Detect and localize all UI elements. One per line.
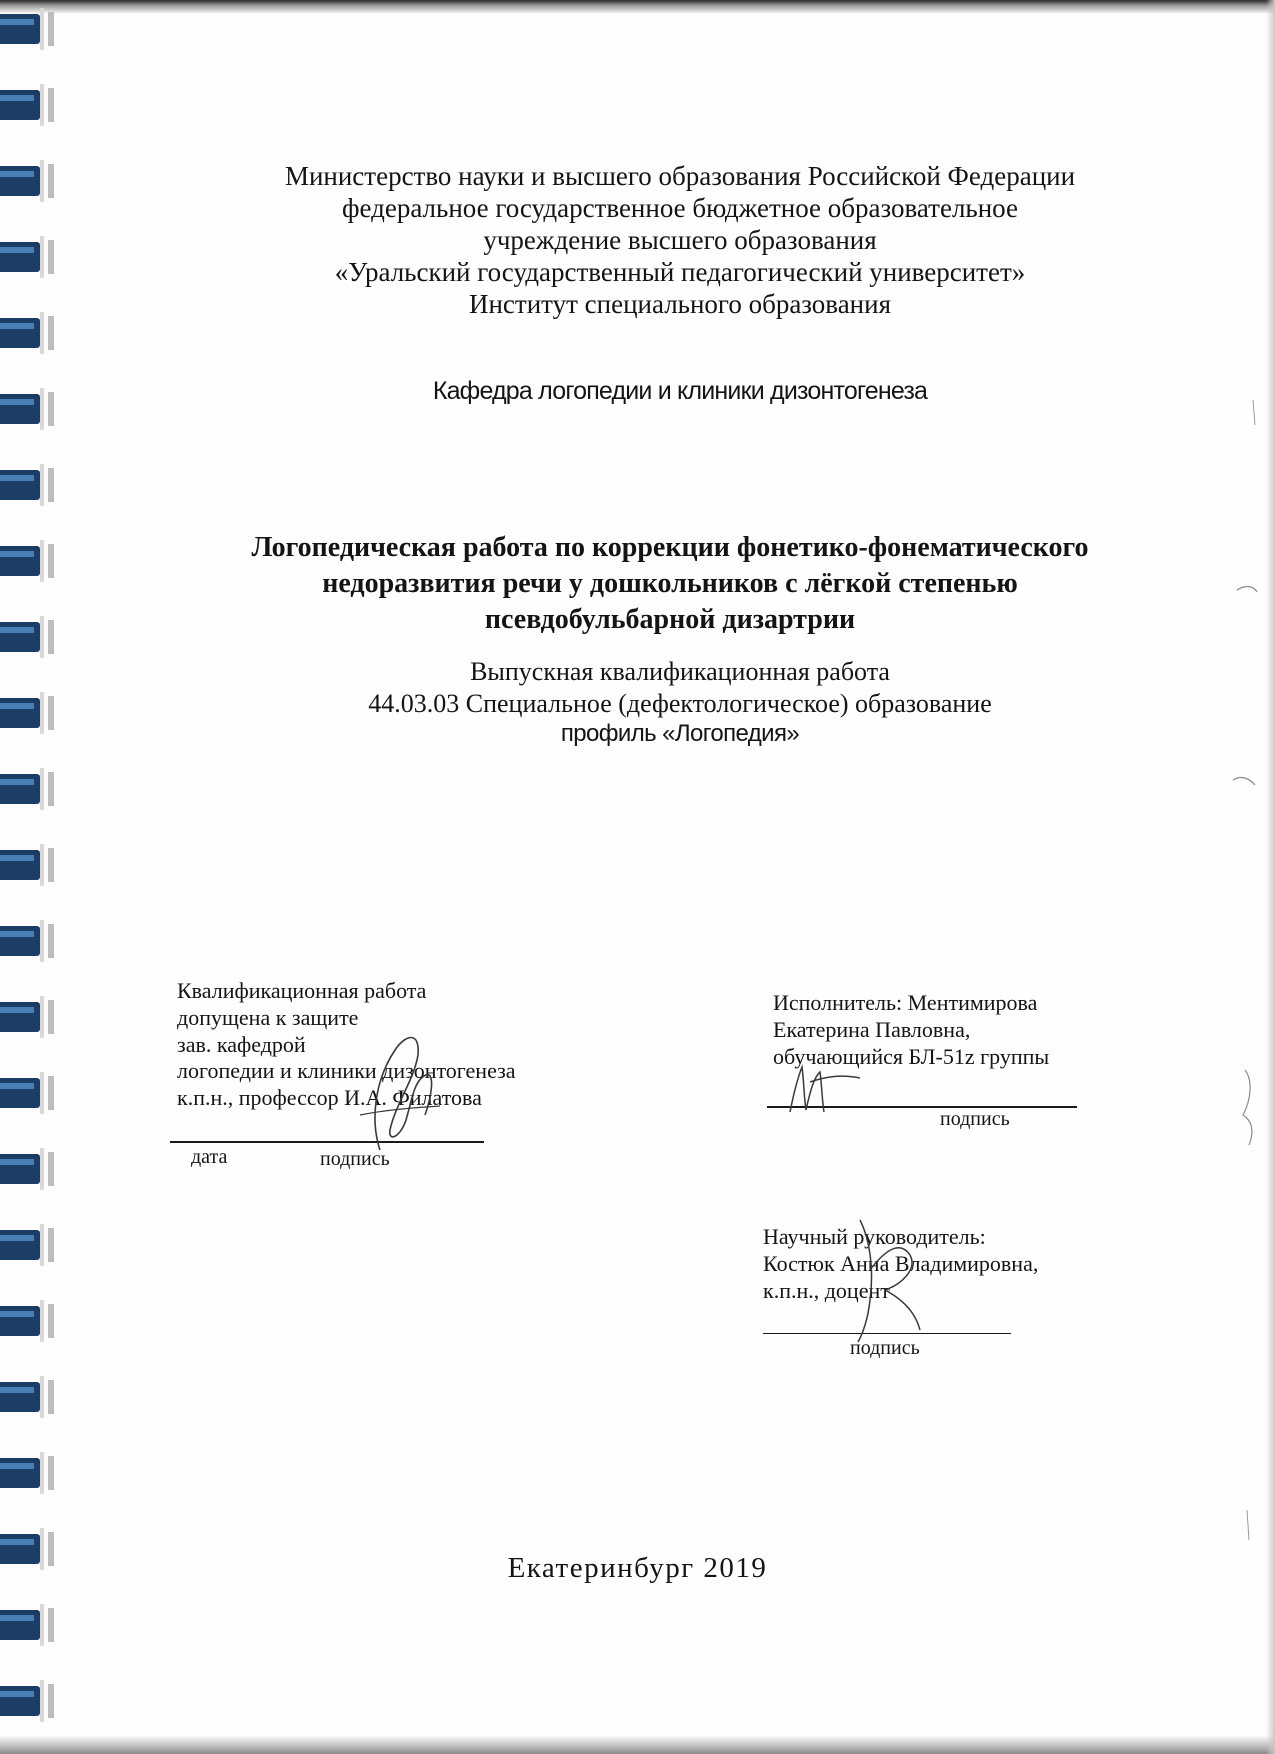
thesis-title-line: Логопедическая работа по коррекции фонетико-фонематического xyxy=(251,532,1089,563)
binding-ring xyxy=(0,1528,46,1570)
adviser-line: к.п.н., доцент xyxy=(763,1277,890,1303)
approval-date-label: дата xyxy=(191,1146,228,1168)
binding-ring xyxy=(0,312,46,354)
work-type: Выпускная квалификационная работа xyxy=(470,657,890,686)
thesis-title-line: недоразвития речи у дошкольников с лёгкой степенью xyxy=(322,567,1018,599)
binding-ring xyxy=(0,84,46,126)
binding-ring xyxy=(0,1300,46,1342)
margin-pen-marks xyxy=(1225,380,1270,1580)
binding-ring xyxy=(0,1376,46,1418)
specialty-code: 44.03.03 Специальное (дефектологическое) образование xyxy=(368,688,992,718)
executor-line: Исполнитель: Ментимирова xyxy=(773,990,1038,1015)
institution-type-line: федеральное государственное бюджетное образовательное xyxy=(341,193,1018,223)
approval-line: допущена к защите xyxy=(177,1004,359,1030)
binding-ring xyxy=(0,388,46,430)
executor-line: обучающийся БЛ-51z группы xyxy=(773,1043,1050,1069)
city-year: Екатеринбург 2019 xyxy=(507,1552,768,1584)
profile-name: профиль «Логопедия» xyxy=(560,720,800,748)
institution-header xyxy=(230,160,1130,320)
thesis-title xyxy=(210,530,1130,637)
handwritten-signature-executor xyxy=(780,1052,870,1122)
binding-ring xyxy=(0,1072,46,1114)
binding-ring xyxy=(0,692,46,734)
approval-line: Квалификационная работа xyxy=(177,978,427,1003)
executor-line: Екатерина Павловна, xyxy=(773,1016,971,1042)
work-info xyxy=(230,656,1130,749)
approval-line: логопедии и клиники дизонтогенеза xyxy=(177,1058,516,1084)
handwritten-signature-adviser xyxy=(840,1210,950,1350)
binding-ring xyxy=(0,616,46,658)
executor-signature-label: подпись xyxy=(940,1108,1010,1130)
adviser-line: Костюк Анна Владимировна, xyxy=(763,1250,1039,1276)
binding-ring xyxy=(0,1224,46,1266)
binding-ring xyxy=(0,996,46,1038)
handwritten-signature-head xyxy=(340,1020,460,1160)
approval-line: зав. кафедрой xyxy=(177,1031,306,1057)
binding-ring xyxy=(0,464,46,506)
institute-name: Институт специального образования xyxy=(468,289,892,319)
scan-shadow-bottom xyxy=(0,1735,1275,1754)
binding-ring xyxy=(0,844,46,886)
thesis-title-line: псевдобульбарной дизартрии xyxy=(484,603,856,635)
binding-ring xyxy=(0,160,46,202)
binding-ring xyxy=(0,920,46,962)
binding-ring xyxy=(0,1148,46,1190)
scan-shadow-top xyxy=(0,0,1275,14)
approval-signature-label: подпись xyxy=(320,1148,390,1170)
approval-line: к.п.н., профессор И.А. Филатова xyxy=(177,1085,482,1111)
spiral-binding xyxy=(0,0,60,1754)
binding-ring xyxy=(0,236,46,278)
binding-ring xyxy=(0,1680,46,1722)
adviser-signature-label: подпись xyxy=(850,1337,920,1359)
university-name: «Уральский государственный педагогический университет» xyxy=(334,257,1026,287)
institution-level-line: учреждение высшего образования xyxy=(483,225,877,255)
binding-ring xyxy=(0,1604,46,1646)
department-name: Кафедра логопедии и клиники дизонтогенеза xyxy=(432,377,928,405)
binding-ring xyxy=(0,540,46,582)
adviser-line: Научный руководитель: xyxy=(763,1224,986,1249)
binding-ring xyxy=(0,8,46,50)
binding-ring xyxy=(0,768,46,810)
ministry-line: Министерство науки и высшего образования Российской Федерации xyxy=(284,161,1076,191)
binding-ring xyxy=(0,1452,46,1494)
